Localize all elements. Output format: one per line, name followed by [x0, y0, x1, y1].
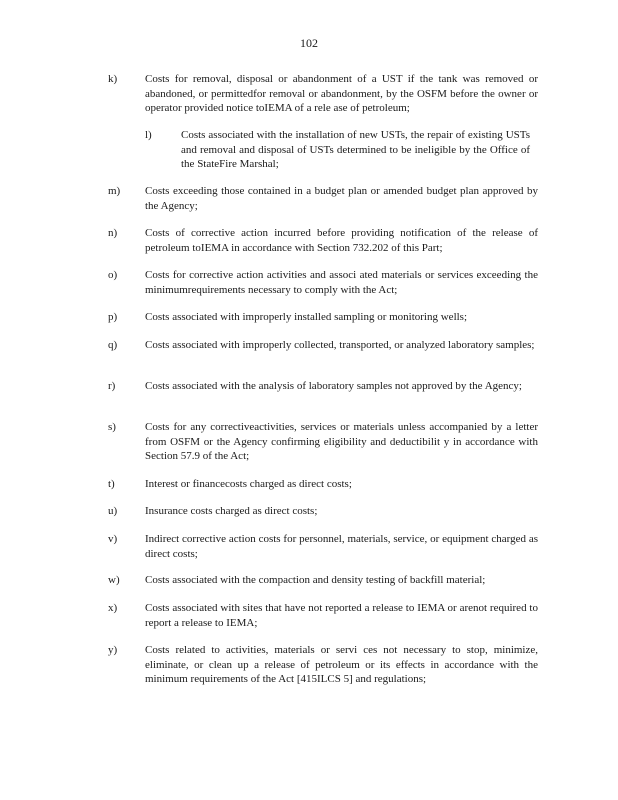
- item-text: Interest or financecosts charged as direct costs;: [145, 478, 352, 490]
- item-label: x): [108, 602, 118, 614]
- item-text: Costs associated with improperly collected, transported, or analyzed laboratory samples;: [145, 339, 535, 351]
- item-text: Costs associated with the analysis of laboratory samples not approved by the Agency;: [145, 380, 522, 392]
- item-label: k): [108, 73, 118, 85]
- item-text: Costs of corrective action incurred before providing notification of the release of petroleum toIEMA in accordance with Section 732.202 of this Part;: [145, 227, 538, 254]
- item-label: p): [108, 311, 118, 323]
- item-label: s): [108, 421, 116, 433]
- item-label: q): [108, 339, 118, 351]
- item-text: Costs for any correctiveactivities, services or materials unless accompanied by a letter from OSFM or the Agency confirming eligibility and deductibilit y in accordance with Section 57.9 of the Act;: [145, 421, 538, 463]
- item-text: Insurance costs charged as direct costs;: [145, 505, 318, 517]
- item-label: v): [108, 533, 118, 545]
- item-label: n): [108, 227, 118, 239]
- item-text: Costs associated with the compaction and density testing of backfill material;: [145, 574, 486, 586]
- item-text: Costs for removal, disposal or abandonment of a UST if the tank was removed or abandoned, or permittedfor removal or abandonment, by the OSFM before the owner or operator provided notice toIEMA of a rele ase of petroleum;: [145, 73, 538, 115]
- item-label: u): [108, 505, 118, 517]
- item-label: m): [108, 185, 121, 197]
- item-label: l): [145, 129, 152, 141]
- item-text: Costs associated with the installation of new USTs, the repair of existing USTs and removal and disposal of USTs determined to be ineligible by the Office of the StateFire Marshal;: [181, 129, 530, 171]
- item-label: y): [108, 644, 118, 656]
- item-text: Costs exceeding those contained in a budget plan or amended budget plan approved by the Agency;: [145, 185, 538, 212]
- page-number: 102: [300, 36, 318, 50]
- item-text: Costs associated with improperly installed sampling or monitoring wells;: [145, 311, 468, 323]
- item-text: Indirect corrective action costs for personnel, materials, service, or equipment charged as direct costs;: [145, 533, 538, 560]
- item-text: Costs associated with sites that have not reported a release to IEMA or arenot required to report a release to IEMA;: [145, 602, 538, 629]
- item-label: t): [108, 478, 115, 490]
- item-label: o): [108, 269, 118, 281]
- item-label: w): [108, 574, 120, 586]
- item-text: Costs for corrective action activities and associ ated materials or services exceeding the minimumrequirements necessary to comply with the Act;: [145, 269, 538, 296]
- item-label: r): [108, 380, 116, 392]
- item-text: Costs related to activities, materials or servi ces not necessary to stop, minimize, eliminate, or clean up a release of petroleum or its effects in accordance with the minimum requirements of the Act [415ILCS 5] and regulations;: [145, 644, 538, 686]
